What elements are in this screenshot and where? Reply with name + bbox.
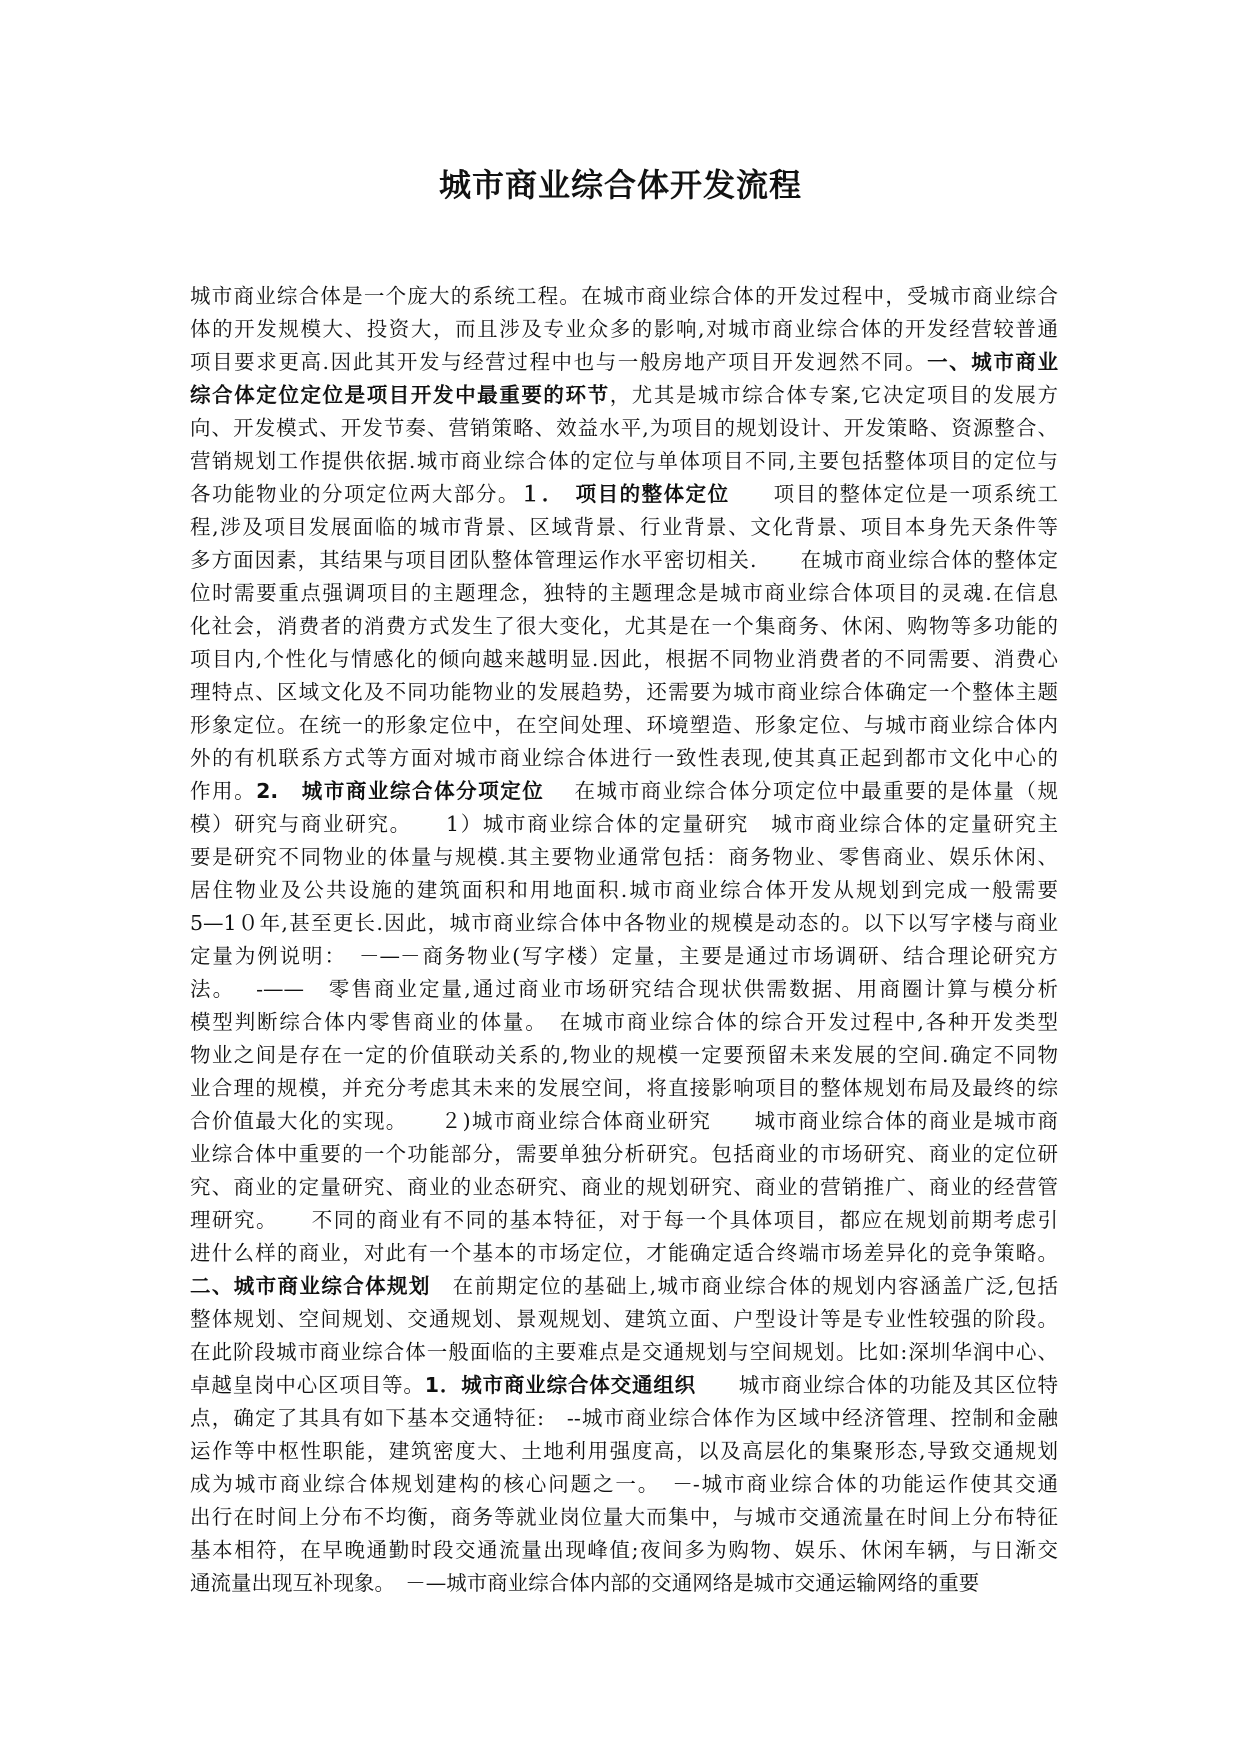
bold-heading-text: 2. 城市商业综合体分项定位 (256, 779, 545, 803)
body-text-segment: 城市商业综合体是一个庞大的系统工程。在城市商业综合体的开发过程中，受城市商业综合 (190, 284, 1058, 308)
body-line (190, 1468, 1058, 1501)
body-line (190, 1237, 1058, 1270)
body-line (190, 1171, 1058, 1204)
body-text-segment: 进什么样的商业，对此有一个基本的市场定位，才能确定适合终端市场差异化的竞争策略。 (190, 1241, 1058, 1265)
body-line (190, 412, 1058, 445)
body-text-segment: 要是研究不同物业的体量与规模.其主要物业通常包括：商务物业、零售商业、娱乐休闲、 (190, 845, 1058, 869)
body-line (190, 940, 1058, 973)
body-text-segment: 合价值最大化的实现。 ２)城市商业综合体商业研究 城市商业综合体的商业是城市商 (190, 1109, 1058, 1133)
body-line (190, 1567, 1058, 1600)
body-text-segment: 业合理的规模，并充分考虑其未来的发展空间，将直接影响项目的整体规划布局及最终的综 (190, 1076, 1058, 1100)
body-text-segment: 在城市商业综合体分项定位中最重要的是体量（规 (544, 779, 1059, 803)
document-title: 城市商业综合体开发流程 (438, 166, 802, 204)
body-text-segment: 法。 -—— 零售商业定量,通过商业市场研究结合现状供需数据、用商圈计算与模分析 (190, 977, 1058, 1001)
body-line (190, 280, 1058, 313)
body-text-segment: 5—1０年,甚至更长.因此，城市商业综合体中各物业的规模是动态的。以下以写字楼与商业 (190, 911, 1058, 935)
body-line (190, 709, 1058, 742)
body-text-segment: 位时需要重点强调项目的主题理念，独特的主题理念是城市商业综合体项目的灵魂.在信息 (190, 581, 1058, 605)
body-line (190, 742, 1058, 775)
body-line (190, 1369, 1058, 1402)
body-text-segment: 多方面因素，其结果与项目团队整体管理运作水平密切相关. 在城市商业综合体的整体定 (190, 548, 1058, 572)
body-line (190, 1006, 1058, 1039)
body-line (190, 1072, 1058, 1105)
body-line (190, 313, 1058, 346)
body-line (190, 544, 1058, 577)
body-text-segment: 外的有机联系方式等方面对城市商业综合体进行一致性表现,使其真正起到都市文化中心的 (190, 746, 1058, 770)
body-text-segment: 出行在时间上分布不均衡，商务等就业岗位量大而集中，与城市交通流量在时间上分布特征 (190, 1505, 1058, 1529)
body-text-segment: 形象定位。在统一的形象定位中，在空间处理、环境塑造、形象定位、与城市商业综合体内 (190, 713, 1058, 737)
body-text-segment: 在此阶段城市商业综合体一般面临的主要难点是交通规划与空间规划。比如:深圳华润中心、 (190, 1340, 1058, 1364)
body-line (190, 379, 1058, 412)
bold-heading-text: 二、城市商业综合体规划 (190, 1274, 431, 1298)
body-line (190, 1138, 1058, 1171)
body-line (190, 1402, 1058, 1435)
body-line (190, 676, 1058, 709)
body-text-segment: 通流量出现互补现象。 －—城市商业综合体内部的交通网络是城市交通运输网络的重要 (190, 1571, 980, 1595)
body-text-segment: 向、开发模式、开发节奏、营销策略、效益水平,为项目的规划设计、开发策略、资源整合、 (190, 416, 1058, 440)
body-text-segment: 卓越皇岗中心区项目等。 (190, 1373, 425, 1397)
document-body (190, 280, 1058, 1600)
body-line (190, 808, 1058, 841)
body-text-segment: 项目内,个性化与情感化的倾向越来越明显.因此，根据不同物业消费者的不同需要、消费心 (190, 647, 1058, 671)
body-line (190, 445, 1058, 478)
body-text-segment: 理特点、区域文化及不同功能物业的发展趋势，还需要为城市商业综合体确定一个整体主题 (190, 680, 1058, 704)
body-line (190, 907, 1058, 940)
body-text-segment: 在前期定位的基础上,城市商业综合体的规划内容涵盖广泛,包括 (430, 1274, 1059, 1298)
body-text-segment: 运作等中枢性职能，建筑密度大、土地利用强度高，以及高层化的集聚形态,导致交通规划 (190, 1439, 1058, 1463)
body-line (190, 1204, 1058, 1237)
body-text-segment: 基本相符，在早晚通勤时段交通流量出现峰值;夜间多为购物、娱乐、休闲车辆，与日渐交 (190, 1538, 1058, 1562)
bold-heading-text: 1．城市商业综合体交通组织 (424, 1373, 697, 1397)
body-text-segment: 项目的整体定位是一项系统工 (729, 482, 1059, 506)
body-line (190, 643, 1058, 676)
body-line (190, 841, 1058, 874)
body-text-segment: 项目要求更高.因此其开发与经营过程中也与一般房地产项目开发迥然不同。 (190, 350, 928, 374)
body-text-segment: ，尤其是城市综合体专案,它决定项目的发展方 (609, 383, 1059, 407)
body-line (190, 1336, 1058, 1369)
body-text-segment: 作用。 (190, 779, 257, 803)
body-line (190, 973, 1058, 1006)
body-text-segment: 城市商业综合体的功能及其区位特 (696, 1373, 1059, 1397)
body-line (190, 511, 1058, 544)
body-text-segment: 成为城市商业综合体规划建构的核心问题之一。 －-城市商业综合体的功能运作使其交通 (190, 1472, 1058, 1496)
body-line (190, 1501, 1058, 1534)
body-line (190, 874, 1058, 907)
body-text-segment: 模型判断综合体内零售商业的体量。 在城市商业综合体的综合开发过程中,各种开发类型 (190, 1010, 1058, 1034)
bold-heading-text: 一、城市商业 (927, 350, 1059, 374)
body-line (190, 1534, 1058, 1567)
body-line (190, 1105, 1058, 1138)
body-text-segment: 化社会，消费者的消费方式发生了很大变化，尤其是在一个集商务、休闲、购物等多功能的 (190, 614, 1058, 638)
body-text-segment: 业综合体中重要的一个功能部分，需要单独分析研究。包括商业的市场研究、商业的定位研 (190, 1142, 1058, 1166)
body-line (190, 1435, 1058, 1468)
body-line (190, 775, 1058, 808)
body-text-segment: 究、商业的定量研究、商业的业态研究、商业的规划研究、商业的营销推广、商业的经营管 (190, 1175, 1058, 1199)
body-text-segment: 模）研究与商业研究。 1）城市商业综合体的定量研究 城市商业综合体的定量研究主 (190, 812, 1058, 836)
body-line (190, 346, 1058, 379)
body-line (190, 1303, 1058, 1336)
body-text-segment: 营销规划工作提供依据.城市商业综合体的定位与单体项目不同,主要包括整体项目的定位与 (190, 449, 1058, 473)
bold-heading-text: 综合体定位定位是项目开发中最重要的环节 (190, 383, 610, 407)
body-text-segment: 居住物业及公共设施的建筑面积和用地面积.城市商业综合体开发从规划到完成一般需要 (190, 878, 1058, 902)
body-text-segment: 整体规划、空间规划、交通规划、景观规划、建筑立面、户型设计等是专业性较强的阶段。 (190, 1307, 1058, 1331)
body-line (190, 478, 1058, 511)
body-text-segment: 体的开发规模大、投资大，而且涉及专业众多的影响,对城市商业综合体的开发经营较普通 (190, 317, 1058, 341)
body-text-segment: 各功能物业的分项定位两大部分。 (190, 482, 520, 506)
body-text-segment: 点，确定了其具有如下基本交通特征: --城市商业综合体作为区域中经济管理、控制和金融 (190, 1406, 1058, 1430)
body-line (190, 610, 1058, 643)
body-text-segment: 程,涉及项目发展面临的城市背景、区域背景、行业背景、文化背景、项目本身先天条件等 (190, 515, 1058, 539)
body-text-segment: 定量为例说明： －—－商务物业(写字楼）定量，主要是通过市场调研、结合理论研究方 (190, 944, 1058, 968)
body-line (190, 1039, 1058, 1072)
body-line (190, 577, 1058, 610)
body-text-segment: 物业之间是存在一定的价值联动关系的,物业的规模一定要预留未来发展的空间.确定不同物 (190, 1043, 1058, 1067)
bold-heading-text: １． 项目的整体定位 (519, 482, 730, 506)
body-text-segment: 理研究。 不同的商业有不同的基本特征，对于每一个具体项目，都应在规划前期考虑引 (190, 1208, 1058, 1232)
body-line (190, 1270, 1058, 1303)
